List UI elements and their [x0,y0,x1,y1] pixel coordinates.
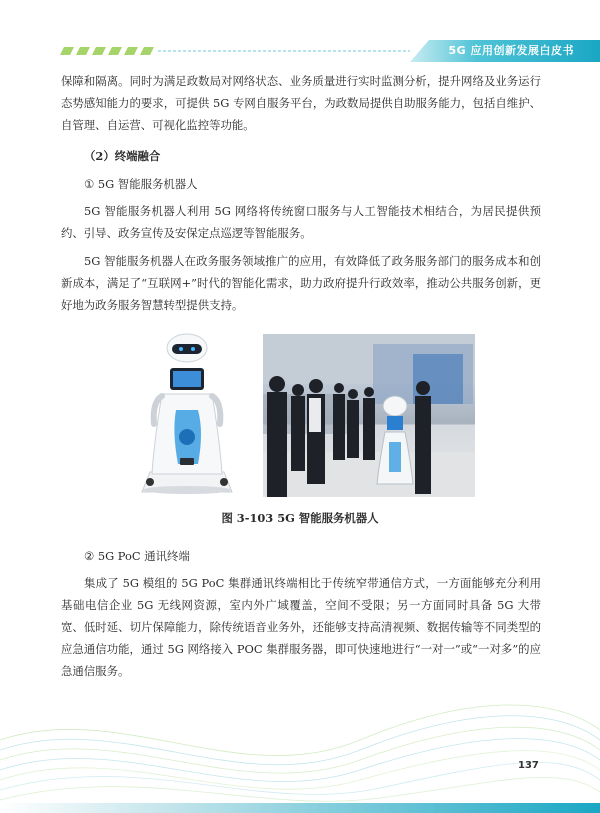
paragraph-robot-intro: 5G 智能服务机器人利用 5G 网络将传统窗口服务与人工智能技术相结合，为居民提供预约、引导、政务宣传及安保定点巡逻等智能服务。 [61,204,541,240]
paragraph-network-management: 保障和隔离。同时为满足政数局对网络状态、业务质量进行实时监测分析，提升网络及业务运行态势感知能力的要求，可提供 5G 专网自服务平台，为政数局提供自助服务能力，包括自维护、自管理、自运营、可视化监控等功能。 [61,74,541,132]
robot-image [132,332,242,494]
robot-service-photo [263,334,475,497]
page-header [0,38,600,64]
section-heading-terminal-fusion: （2）终端融合 [84,149,161,163]
item-heading-robot: ① 5G 智能服务机器人 [84,177,198,191]
item-heading-poc-terminal: ② 5G PoC 通讯终端 [84,549,190,563]
page-number: 137 [518,760,539,771]
paragraph-robot-benefits: 5G 智能服务机器人在政务服务领域推广的应用，有效降低了政务服务部门的服务成本和创新成本，满足了“互联网+”时代的智能化需求，助力政府提升行政效率，推动公共服务创新，更好地为政务服务智慧转型提供支持。 [61,254,541,312]
header-title: 5G 应用创新发展白皮书 [448,44,574,57]
figure-caption: 图 3-103 5G 智能服务机器人 [221,511,379,525]
header-dash-decoration [60,47,410,55]
wave-decoration [0,680,600,813]
paragraph-poc-terminal: 集成了 5G 模组的 5G PoC 集群通讯终端相比于传统窄带通信方式，一方面能够充分利用基础电信企业 5G 无线网资源，室内外广域覆盖，空间不受限；另一方面同时具备 5G 大带宽、低时延、切片保障能力，除传统语音业务外，还能够支持高清视频、数据传输等不同类型的应急通信功能，通过 5G 网络接入 POC 集群服务器，即可快速地进行“一对一”或“一对多”的应急通信服务。 [61,576,541,678]
